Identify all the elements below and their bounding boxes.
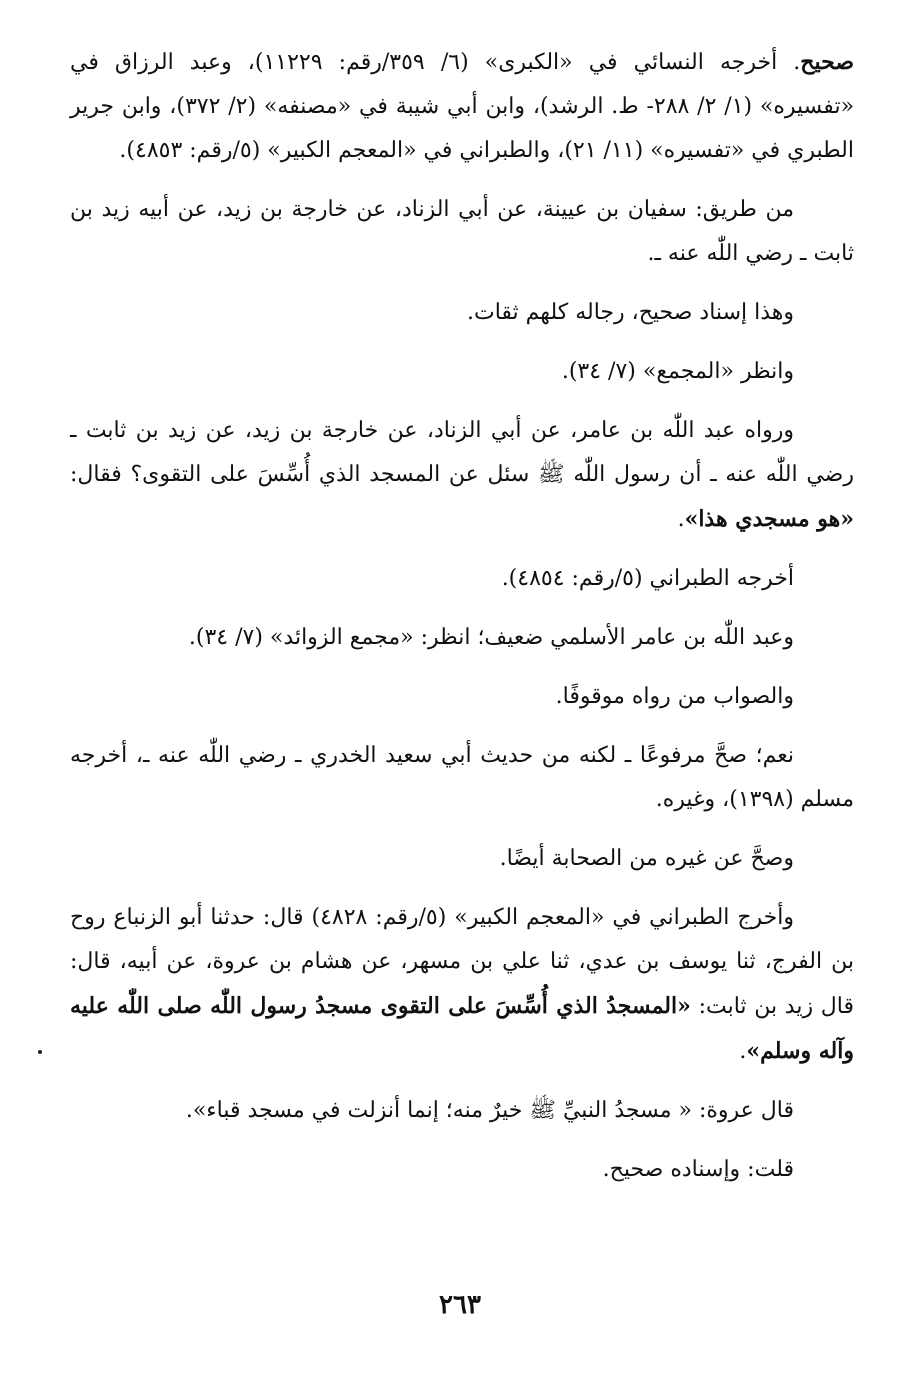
paragraph-4: وانظر «المجمع» (٧/ ٣٤). — [561, 359, 794, 384]
paragraph-3: وهذا إسناد صحيح، رجاله كلهم ثقات. — [467, 300, 794, 325]
stray-mark — [38, 1050, 42, 1054]
paragraph-2: من طريق: سفيان بن عيينة، عن أبي الزناد، عن خارجة بن زيد، عن أبيه زيد بن ثابت ـ رضي اللّٰه عنه ـ. — [70, 197, 854, 266]
page-body — [70, 40, 854, 1207]
verdict-label: صحيح — [800, 49, 855, 75]
paragraph-11 — [70, 896, 854, 1074]
hadith-quote: «المسجدُ الذي أُسِّسَ على التقوى مسجدُ رسول اللّٰه صلى اللّٰه عليه وآله وسلم» — [70, 993, 854, 1064]
paragraph-10: وصحَّ عن غيره من الصحابة أيضًا. — [499, 846, 794, 871]
paragraph-6: أخرجه الطبراني (٥/رقم: ٤٨٥٤). — [501, 566, 794, 591]
paragraph-1 — [70, 40, 854, 173]
paragraph-9: نعم؛ صحَّ مرفوعًا ـ لكنه من حديث أبي سعيد الخدري ـ رضي اللّٰه عنه ـ، أخرجه مسلم (١٣٩٨)، وغيره. — [70, 743, 854, 812]
paragraph-text: ورواه عبد اللّٰه بن عامر، عن أبي الزناد، عن خارجة بن زيد، عن زيد بن ثابت ـ رضي اللّٰه عنه ـ أن رسول اللّٰه ﷺ سئل عن المسجد الذي أُسِّسَ على التقوى؟ فقال: — [70, 418, 854, 487]
paragraph-tail: . — [739, 1039, 747, 1064]
paragraph-text: وأخرج الطبراني في «المعجم الكبير» (٥/رقم: ٤٨٢٨) قال: حدثنا أبو الزنباع روح بن الفرج، ثنا يوسف بن عدي، ثنا علي بن مسهر، عن هشام بن عروة، عن أبيه، قال: قال زيد بن ثابت: — [70, 905, 854, 1019]
paragraph-tail: . — [677, 507, 685, 532]
paragraph-12: قال عروة: « مسجدُ النبيِّ ﷺ خيرٌ منه؛ إنما أنزلت في مسجد قباء». — [185, 1098, 794, 1123]
paragraph-text: . أخرجه النسائي في «الكبرى» (٦/ ٣٥٩/رقم: ١١٢٢٩)، وعبد الرزاق في «تفسيره» (١/ ٢/ ٢٨٨- ط. الرشد)، وابن أبي شيبة في «مصنفه» (٢/ ٣٧٢)، وابن جرير الطبري في «تفسيره» (١١/ ٢١)، والطبراني في «المعجم الكبير» (٥/رقم: ٤٨٥٣). — [70, 50, 855, 163]
paragraph-8: والصواب من رواه موقوفًا. — [555, 684, 794, 709]
hadith-quote: «هو مسجدي هذا» — [684, 506, 854, 532]
paragraph-13: قلت: وإسناده صحيح. — [602, 1157, 794, 1182]
page-number: ٢٦٣ — [439, 1290, 481, 1320]
paragraph-5 — [70, 409, 854, 542]
paragraph-7: وعبد اللّٰه بن عامر الأسلمي ضعيف؛ انظر: «مجمع الزوائد» (٧/ ٣٤). — [188, 625, 794, 650]
